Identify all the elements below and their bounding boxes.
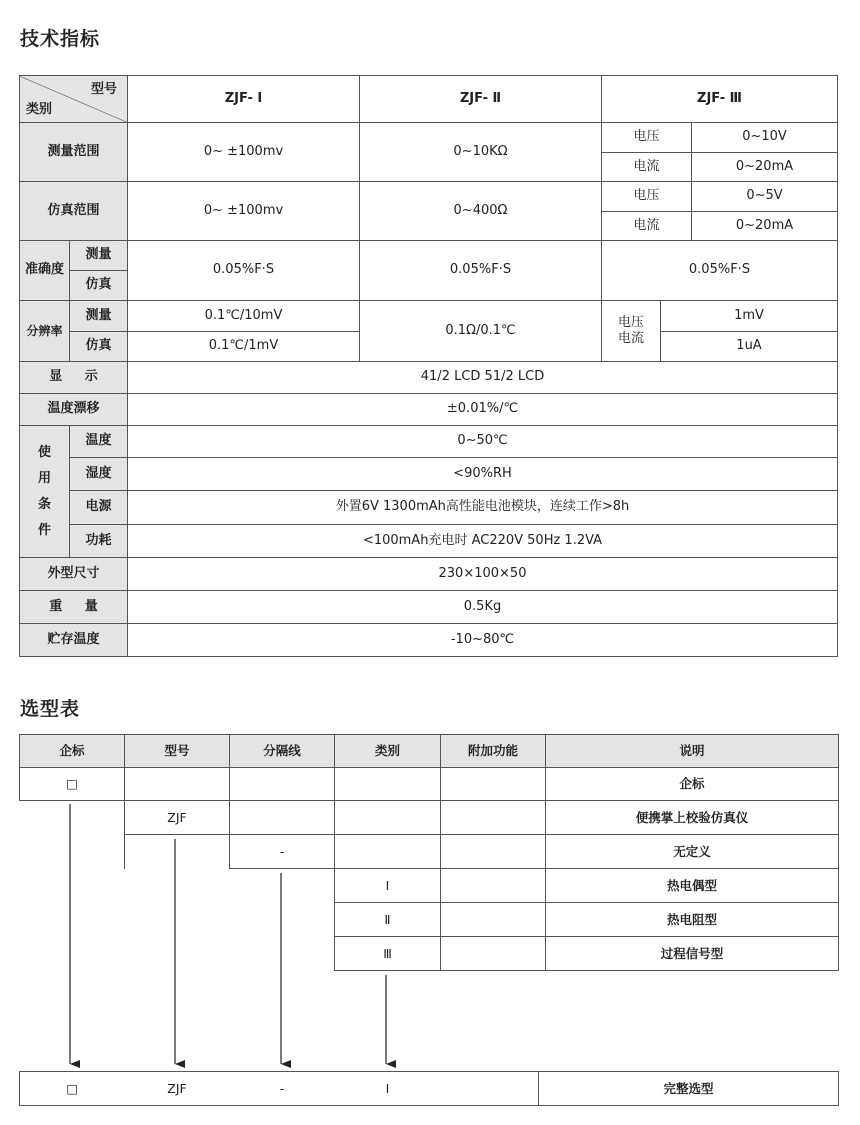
sel-desc: 过程信号型	[546, 937, 839, 971]
resolution-m3-value-current: 1uA	[736, 338, 762, 354]
final-extra	[441, 1072, 539, 1106]
temp-drift-label: 温度漂移	[20, 394, 128, 426]
sim-range-m3-value: 0~5V	[692, 182, 838, 212]
corner-model-label: 型号	[90, 82, 117, 97]
condition-key: 温度	[70, 426, 128, 458]
sel-header: 类别	[335, 735, 441, 768]
sim-range-m3-key: 电流	[602, 212, 692, 241]
final-selection-table	[19, 1071, 839, 1106]
sel-desc: 企标	[546, 768, 839, 801]
final-category: Ⅰ	[335, 1072, 441, 1106]
accuracy-sub-measure: 测量	[70, 241, 128, 271]
spec-title: 技术指标	[20, 28, 101, 50]
sel-desc: 无定义	[546, 835, 839, 869]
condition-value: 外置6V 1300mAh高性能电池模块，连续工作>8h	[128, 491, 838, 525]
sel-desc: 热电偶型	[546, 869, 839, 903]
resolution-label: 分辨率	[20, 301, 70, 362]
sel-header: 说明	[546, 735, 839, 768]
accuracy-label: 准确度	[20, 241, 70, 301]
sel-value: Ⅰ	[335, 869, 441, 903]
condition-key: 功耗	[70, 525, 128, 558]
conditions-char: 条	[37, 496, 51, 512]
weight-value: 0.5Kg	[128, 591, 838, 624]
resolution-m1-sim: 0.1℃/1mV	[128, 331, 360, 362]
sel-value: -	[230, 835, 335, 869]
resolution-m1-measure: 0.1℃/10mV	[128, 301, 360, 332]
sim-range-m2: 0~400Ω	[360, 182, 602, 241]
sim-range-m3-value: 0~20mA	[692, 212, 838, 241]
accuracy-sub-sim: 仿真	[70, 271, 128, 301]
model-header-3: ZJF- Ⅲ	[602, 76, 838, 123]
condition-value: 0~50℃	[128, 426, 838, 458]
resolution-sub-measure: 测量	[70, 301, 128, 332]
resolution-m2: 0.1Ω/0.1℃	[360, 301, 602, 362]
temp-drift-value: ±0.01%/℃	[128, 394, 838, 426]
sel-header: 企标	[20, 735, 125, 768]
sel-desc: 便携掌上校验仿真仪	[546, 801, 839, 835]
measure-range-m1: 0~ ±100mv	[128, 123, 360, 182]
model-header-1: ZJF- Ⅰ	[128, 76, 360, 123]
measure-range-m3-key: 电流	[602, 153, 692, 182]
condition-value: <100mAh充电时 AC220V 50Hz 1.2VA	[128, 525, 838, 558]
corner-category-label: 类别	[26, 101, 53, 117]
storage-value: -10~80℃	[128, 624, 838, 657]
final-standard: □	[20, 1072, 125, 1106]
condition-key: 电源	[70, 491, 128, 525]
measure-range-label: 测量范围	[20, 123, 128, 182]
condition-value: <90%RH	[128, 458, 838, 491]
conditions-char: 使	[37, 444, 51, 460]
resolution-m3-key-current: 电流	[617, 331, 644, 346]
resolution-m3-key-voltage: 电压	[617, 314, 644, 330]
conditions-char: 用	[37, 470, 51, 486]
measure-range-m3-value: 0~20mA	[692, 153, 838, 182]
resolution-m3-value-voltage: 1mV	[661, 301, 837, 332]
final-model: ZJF	[125, 1072, 230, 1106]
final-separator: -	[230, 1072, 335, 1106]
accuracy-m3: 0.05%F·S	[602, 241, 838, 301]
measure-range-m2: 0~10KΩ	[360, 123, 602, 182]
display-label: 显 示	[20, 362, 128, 394]
sel-value: □	[20, 768, 125, 801]
sel-header: 分隔线	[230, 735, 335, 768]
storage-label: 贮存温度	[20, 624, 128, 657]
sel-desc: 热电阻型	[546, 903, 839, 937]
condition-key: 湿度	[70, 458, 128, 491]
conditions-char: 件	[37, 522, 51, 538]
resolution-sub-sim: 仿真	[70, 331, 128, 362]
size-value: 230×100×50	[128, 558, 838, 591]
accuracy-m1: 0.05%F·S	[128, 241, 360, 301]
selection-title: 选型表	[20, 698, 81, 720]
weight-label: 重 量	[20, 591, 128, 624]
model-header-2: ZJF- Ⅱ	[360, 76, 602, 123]
sim-range-label: 仿真范围	[20, 182, 128, 241]
size-label: 外型尺寸	[20, 558, 128, 591]
sel-header: 型号	[125, 735, 230, 768]
sel-header: 附加功能	[441, 735, 546, 768]
final-desc: 完整选型	[539, 1072, 839, 1106]
sim-range-m1: 0~ ±100mv	[128, 182, 360, 241]
measure-range-m3-key: 电压	[602, 123, 692, 153]
accuracy-m2: 0.05%F·S	[360, 241, 602, 301]
display-value: 41/2 LCD 51/2 LCD	[128, 362, 838, 394]
sim-range-m3-key: 电压	[602, 182, 692, 212]
sel-value: ZJF	[125, 801, 230, 835]
measure-range-m3-value: 0~10V	[692, 123, 838, 153]
sel-value: Ⅲ	[335, 937, 441, 971]
sel-value: Ⅱ	[335, 903, 441, 937]
